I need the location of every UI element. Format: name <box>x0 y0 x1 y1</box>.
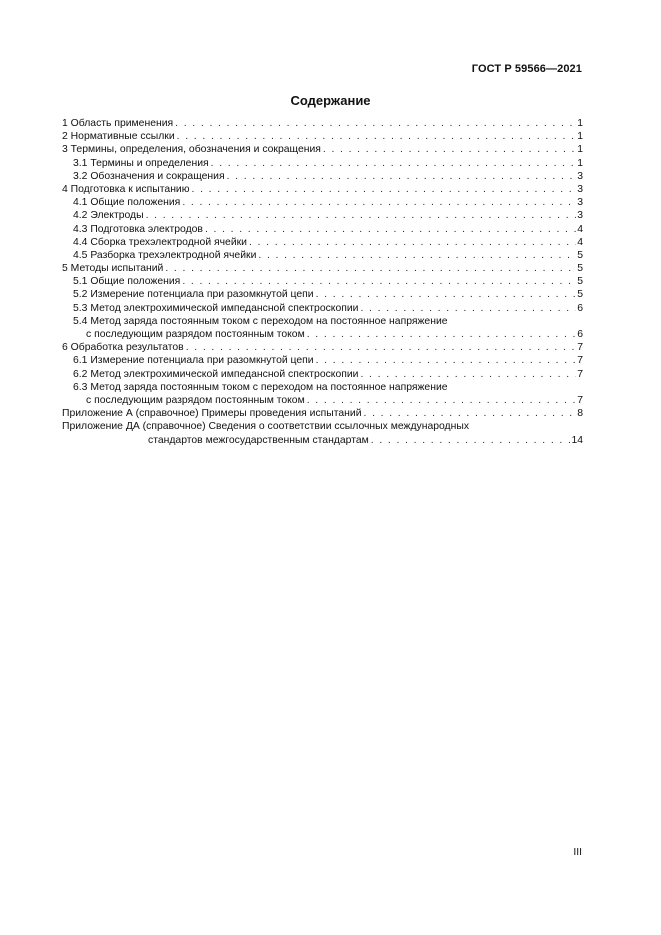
toc-entry-2[interactable] <box>62 130 583 143</box>
toc-entry-5-4-line1[interactable]: 5.4 Метод заряда постоянным током с переходом на постоянное напряжение <box>73 315 448 327</box>
dot-leader <box>258 249 576 262</box>
dot-leader <box>364 407 577 420</box>
toc-entry-5-2[interactable] <box>62 288 583 301</box>
page-number: III <box>573 847 582 858</box>
dot-leader <box>146 209 577 222</box>
dot-leader <box>307 394 576 407</box>
dot-leader <box>227 170 577 183</box>
toc-entry-page: 14 <box>571 434 583 446</box>
dot-leader <box>211 157 577 170</box>
toc-entry-page: 3 <box>577 183 583 195</box>
dot-leader <box>165 262 576 275</box>
toc-entry-6-1[interactable] <box>62 354 583 367</box>
toc-entry-4-2[interactable] <box>62 209 583 222</box>
dot-leader <box>323 143 576 156</box>
toc-entry-label: 3 Термины, определения, обозначения и сокращения <box>62 144 321 156</box>
toc-entry-label: 6.2 Метод электрохимической импедансной спектроскопии <box>73 368 359 380</box>
toc-entry-appendix-da[interactable] <box>62 434 583 447</box>
toc-entry-5-4[interactable] <box>62 328 583 341</box>
toc-entry-page: 6 <box>577 302 583 314</box>
toc-entry-label: 4.3 Подготовка электродов <box>73 223 203 235</box>
toc-entry-label: 6.1 Измерение потенциала при разомкнутой цепи <box>73 355 314 367</box>
toc-entry-label: 5.3 Метод электрохимической импедансной спектроскопии <box>73 302 359 314</box>
dot-leader <box>360 302 576 315</box>
toc-entry-label: 4 Подготовка к испытанию <box>62 183 190 195</box>
toc-entry-label: 4.1 Общие положения <box>73 197 181 209</box>
toc-entry-page: 5 <box>577 263 583 275</box>
toc-entry-4[interactable] <box>62 183 583 196</box>
table-of-contents <box>62 117 583 447</box>
page-title: Содержание <box>290 93 371 108</box>
toc-entry-page: 1 <box>577 118 583 129</box>
toc-entry-3-1[interactable] <box>62 157 583 170</box>
toc-entry-page: 5 <box>577 249 583 261</box>
toc-entry-page: 1 <box>577 157 583 169</box>
dot-leader <box>360 368 576 381</box>
toc-entry-page: 4 <box>577 236 583 248</box>
toc-entry-6-3[interactable] <box>62 394 583 407</box>
dot-leader <box>316 354 577 367</box>
dot-leader <box>186 341 577 354</box>
toc-entry-label: 5.2 Измерение потенциала при разомкнутой цепи <box>73 289 314 301</box>
toc-entry-appendix-a[interactable] <box>62 407 583 420</box>
toc-entry-page: 1 <box>577 144 583 156</box>
toc-entry-5[interactable] <box>62 262 583 275</box>
toc-entry-4-5[interactable] <box>62 249 583 262</box>
toc-entry-page: 7 <box>577 394 583 406</box>
toc-entry-label: 6 Обработка результатов <box>62 342 184 354</box>
dot-leader <box>249 236 576 249</box>
toc-entry-label: 2 Нормативные ссылки <box>62 131 175 143</box>
toc-entry-6-3-line1[interactable]: 6.3 Метод заряда постоянным током с переходом на постоянное напряжение <box>73 381 448 393</box>
toc-entry-label: 4.5 Разборка трехэлектродной ячейки <box>73 249 257 261</box>
toc-entry-page: 6 <box>577 329 583 340</box>
toc-entry-4-4[interactable] <box>62 236 583 249</box>
toc-entry-label: 1 Область применения <box>62 118 174 129</box>
toc-entry-label: с последующим разрядом постоянным током <box>86 329 305 340</box>
dot-leader <box>177 130 577 143</box>
document-code: ГОСТ Р 59566—2021 <box>471 63 582 75</box>
toc-entry-page: 7 <box>577 355 583 367</box>
dot-leader <box>205 223 576 236</box>
toc-entry-label: 5.1 Общие положения <box>73 276 181 288</box>
toc-entry-5-1[interactable] <box>62 275 583 288</box>
toc-entry-page: 5 <box>577 289 583 301</box>
toc-entry-page: 5 <box>577 276 583 288</box>
toc-entry-appendix-da-line1[interactable]: Приложение ДА (справочное) Сведения о соответствии ссылочных международных <box>62 421 470 433</box>
toc-entry-label: 3.2 Обозначения и сокращения <box>73 170 225 182</box>
toc-entry-4-3[interactable] <box>62 223 583 236</box>
dot-leader <box>182 196 576 209</box>
dot-leader <box>307 328 576 341</box>
toc-entry-label: с последующим разрядом постоянным током <box>86 394 305 406</box>
toc-entry-1[interactable] <box>62 117 583 130</box>
toc-entry-page: 7 <box>577 342 583 354</box>
toc-entry-label: 4.4 Сборка трехэлектродной ячейки <box>73 236 247 248</box>
dot-leader <box>316 288 577 301</box>
toc-entry-label: 4.2 Электроды <box>73 210 144 222</box>
toc-entry-label: стандартов межгосударственным стандартам <box>148 434 369 446</box>
dot-leader <box>192 183 577 196</box>
toc-entry-page: 3 <box>577 210 583 222</box>
toc-entry-4-1[interactable] <box>62 196 583 209</box>
toc-entry-page: 3 <box>577 170 583 182</box>
toc-entry-6-2[interactable] <box>62 368 583 381</box>
toc-entry-page: 3 <box>577 197 583 209</box>
toc-entry-page: 8 <box>577 408 583 420</box>
dot-leader <box>175 117 576 130</box>
dot-leader <box>371 434 571 447</box>
toc-entry-5-3[interactable] <box>62 302 583 315</box>
toc-entry-label: Приложение А (справочное) Примеры проведения испытаний <box>62 408 362 420</box>
toc-entry-label: 5 Методы испытаний <box>62 263 164 275</box>
toc-entry-6[interactable] <box>62 341 583 354</box>
toc-entry-page: 7 <box>577 368 583 380</box>
toc-entry-page: 4 <box>577 223 583 235</box>
toc-entry-page: 1 <box>577 131 583 143</box>
dot-leader <box>182 275 576 288</box>
toc-entry-3-2[interactable] <box>62 170 583 183</box>
toc-entry-3[interactable] <box>62 143 583 156</box>
toc-entry-label: 3.1 Термины и определения <box>73 157 209 169</box>
